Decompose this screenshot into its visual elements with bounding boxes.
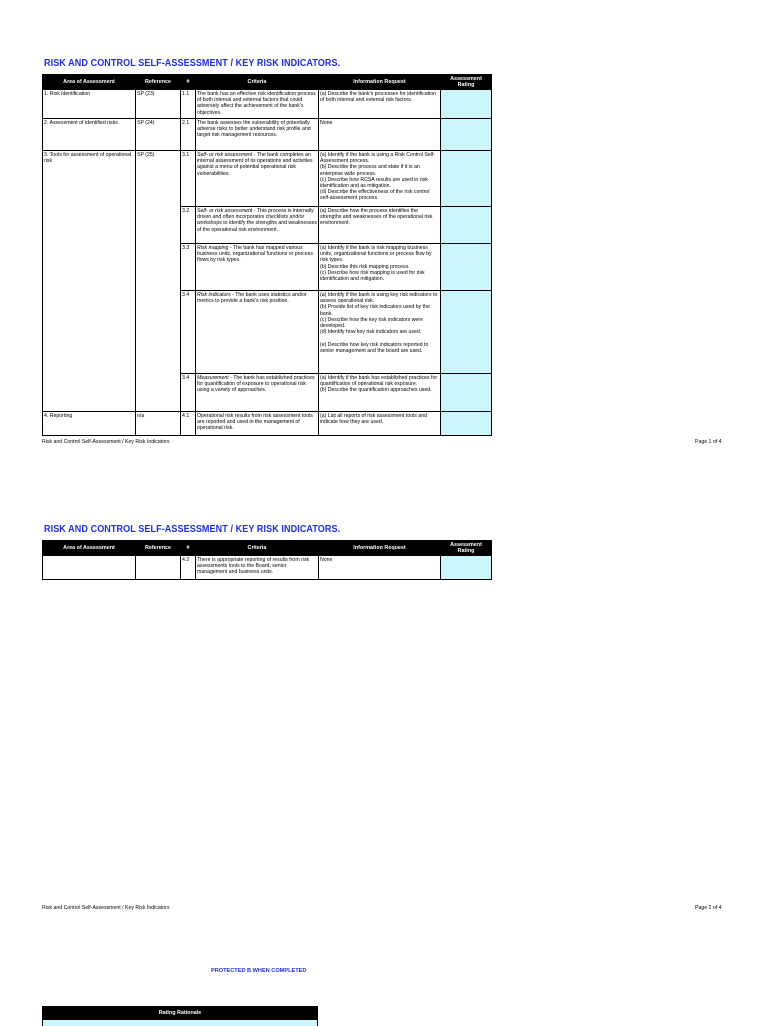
number-cell: 1.1 bbox=[181, 90, 196, 119]
page-number: Page 2 of 4 bbox=[695, 905, 722, 911]
area-cell: 3. Tools for assessment of operational risk bbox=[43, 151, 136, 207]
criteria-cell bbox=[196, 207, 319, 244]
criteria-cell bbox=[196, 291, 319, 374]
table-header-row bbox=[43, 75, 492, 90]
rating-cell[interactable] bbox=[441, 556, 492, 580]
criteria-label: Risk mapping bbox=[197, 245, 229, 251]
header-criteria: Criteria bbox=[196, 541, 319, 556]
number-cell: 4.2 bbox=[181, 556, 196, 580]
header-reference: Reference bbox=[136, 541, 181, 556]
rating-cell[interactable] bbox=[441, 412, 492, 436]
request-line: (a) Identify if the bank is using a Risk Control Self-Assessment process. bbox=[320, 152, 436, 165]
request-line: (a) Identify if the bank is risk mapping business units, organizational functions or process flow by risk types. bbox=[320, 245, 432, 264]
area-cell: 4. Reporting bbox=[43, 412, 136, 436]
header-area: Area of Assessment bbox=[43, 541, 136, 556]
number-cell: 3.2 bbox=[181, 207, 196, 244]
request-cell bbox=[319, 374, 441, 412]
header-assessment-rating: Assessment Rating bbox=[441, 541, 492, 556]
request-line: (b) Describe the process and state if it is an enterprise wide process. bbox=[320, 164, 420, 177]
protected-notice: PROTECTED B WHEN COMPLETED bbox=[211, 968, 307, 974]
area-cell: 2. Assessment of identified risks bbox=[43, 119, 136, 151]
table-row bbox=[43, 151, 492, 207]
table-row bbox=[43, 374, 492, 412]
rating-cell[interactable] bbox=[441, 151, 492, 207]
criteria-cell bbox=[196, 119, 319, 151]
table-row bbox=[43, 556, 492, 580]
footer-title: Risk and Control Self-Assessment / Key Risk Indicators bbox=[42, 439, 170, 445]
criteria-text: The bank has an effective risk identification process of both internal and external factors that could adversely affect the achievement of the bank's objectives. bbox=[197, 91, 316, 116]
header-number: # bbox=[181, 541, 196, 556]
criteria-cell bbox=[196, 90, 319, 119]
header-reference: Reference bbox=[136, 75, 181, 90]
request-cell bbox=[319, 244, 441, 291]
request-line: (b) Describe this risk mapping process. bbox=[320, 263, 410, 270]
request-line: (a) Describe how the process identifies the strengths and weaknesses of the operational risk environment. bbox=[320, 208, 433, 227]
header-criteria: Criteria bbox=[196, 75, 319, 90]
rating-cell[interactable] bbox=[441, 207, 492, 244]
criteria-text: - The bank has mapped various business units, organizational functions or process flows by risk types. bbox=[197, 245, 313, 264]
table-row bbox=[43, 207, 492, 244]
criteria-cell bbox=[196, 374, 319, 412]
footer-title: Risk and Control Self-Assessment / Key Risk Indicators bbox=[42, 905, 170, 911]
criteria-text: - The bank uses statistics and/or metrics to provide a bank's risk position. bbox=[197, 292, 307, 305]
area-cell: 1. Risk identification bbox=[43, 90, 136, 119]
area-cell bbox=[43, 374, 136, 412]
rating-cell[interactable] bbox=[441, 374, 492, 412]
table-row bbox=[43, 119, 492, 151]
request-line: (b) Describe the quantification approaches used. bbox=[320, 387, 432, 394]
criteria-cell bbox=[196, 244, 319, 291]
area-cell bbox=[43, 291, 136, 374]
criteria-label: Risk indicators bbox=[197, 292, 231, 298]
page-title: RISK AND CONTROL SELF-ASSESSMENT / KEY RISK INDICATORS. bbox=[44, 57, 341, 69]
reference-cell bbox=[136, 244, 181, 291]
request-cell bbox=[319, 151, 441, 207]
header-information-request: Information Request bbox=[319, 75, 441, 90]
criteria-label: Self- or risk assessment bbox=[197, 152, 253, 158]
assessment-table bbox=[42, 74, 492, 436]
request-line: (b) Provide list of key risk indicators used by the bank. bbox=[320, 304, 430, 317]
assessment-table bbox=[42, 540, 492, 580]
table-header-row bbox=[43, 541, 492, 556]
reference-cell bbox=[136, 291, 181, 374]
criteria-cell bbox=[196, 151, 319, 207]
page-title: RISK AND CONTROL SELF-ASSESSMENT / KEY RISK INDICATORS. bbox=[44, 523, 341, 535]
criteria-text: - The bank has established practices for quantification of exposure to operational risk using a variety of approaches. bbox=[197, 375, 315, 394]
request-cell: None bbox=[319, 556, 441, 580]
criteria-label: Self- or risk assessment bbox=[197, 208, 253, 214]
rating-cell[interactable] bbox=[441, 90, 492, 119]
number-cell: 2.1 bbox=[181, 119, 196, 151]
table-row bbox=[43, 90, 492, 119]
request-line: (a) List all reports of risk assessment tools and indicate how they are used. bbox=[320, 413, 427, 426]
number-cell: 3.4 bbox=[181, 291, 196, 374]
request-cell bbox=[319, 90, 441, 119]
table-row bbox=[43, 244, 492, 291]
request-line: (c) Describe how RCSA results are used in risk identification and as mitigation. bbox=[320, 176, 428, 190]
request-line: (c) Describe how the key risk indicators were developed. bbox=[320, 316, 423, 330]
request-cell bbox=[319, 291, 441, 374]
rating-rationale-header: Rating Rationale bbox=[42, 1006, 318, 1020]
area-cell bbox=[43, 244, 136, 291]
reference-cell bbox=[136, 207, 181, 244]
request-line: (a) Identify if the bank has established practices for quantification of operational risk exposure. bbox=[320, 375, 438, 388]
area-cell bbox=[43, 207, 136, 244]
page-number: Page 1 of 4 bbox=[695, 439, 722, 445]
request-line: (e) Describe how key risk indicators reported to senior management and the board are used. bbox=[320, 341, 429, 354]
request-line: (d) Identify how key risk indicators are used. bbox=[320, 329, 422, 336]
request-cell bbox=[319, 207, 441, 244]
area-cell bbox=[43, 556, 136, 580]
table-row bbox=[43, 412, 492, 436]
criteria-text: The bank assesses the vulnerability of potentially adverse risks to better understand risk profile and target risk management resources. bbox=[197, 120, 311, 139]
header-area: Area of Assessment bbox=[43, 75, 136, 90]
criteria-label: Measurement bbox=[197, 375, 229, 381]
criteria-cell bbox=[196, 412, 319, 436]
request-line: (a) Describe the bank's processes for identification of both internal and external risk factors. bbox=[320, 91, 437, 104]
reference-cell bbox=[136, 374, 181, 412]
criteria-text: Operational risk results from risk assessment tools are reported and used in the management of operational risk. bbox=[197, 413, 313, 432]
number-cell: 4.1 bbox=[181, 412, 196, 436]
rating-cell[interactable] bbox=[441, 244, 492, 291]
number-cell: 3.3 bbox=[181, 244, 196, 291]
header-assessment-rating: Assessment Rating bbox=[441, 75, 492, 90]
header-information-request: Information Request bbox=[319, 541, 441, 556]
reference-cell bbox=[136, 556, 181, 580]
reference-cell: n/a bbox=[136, 412, 181, 436]
reference-cell: SP (25) bbox=[136, 151, 181, 207]
request-line: (a) Identify if the bank is using key risk indicators to assess operational risk. bbox=[320, 292, 438, 305]
rating-cell[interactable] bbox=[441, 291, 492, 374]
criteria-text: - The bank completes an internal assessment of its operations and activities against a menu of potential operational risk vulnerabilities. bbox=[197, 152, 313, 177]
reference-cell: SP (24) bbox=[136, 119, 181, 151]
criteria-cell: There is appropriate reporting of results from risk assessments tools to the Board, senior management and business units. bbox=[196, 556, 319, 580]
request-line: (c) Describe how risk mapping is used for risk identification and mitigation. bbox=[320, 269, 425, 283]
table-row bbox=[43, 291, 492, 374]
request-cell bbox=[319, 119, 441, 151]
request-cell bbox=[319, 412, 441, 436]
number-cell: 3.4 bbox=[181, 374, 196, 412]
rating-rationale-cell[interactable] bbox=[42, 1020, 318, 1026]
request-line: (d) Describe the effectiveness of the risk control self-assessment process. bbox=[320, 189, 430, 202]
header-number: # bbox=[181, 75, 196, 90]
request-line: None bbox=[320, 120, 333, 126]
number-cell: 3.1 bbox=[181, 151, 196, 207]
reference-cell: SP (23) bbox=[136, 90, 181, 119]
criteria-text: - This process is internally driven and often incorporates checklists and/or workshops to identify the strengths and weaknesses of the operational risk environment. bbox=[197, 208, 317, 233]
rating-cell[interactable] bbox=[441, 119, 492, 151]
